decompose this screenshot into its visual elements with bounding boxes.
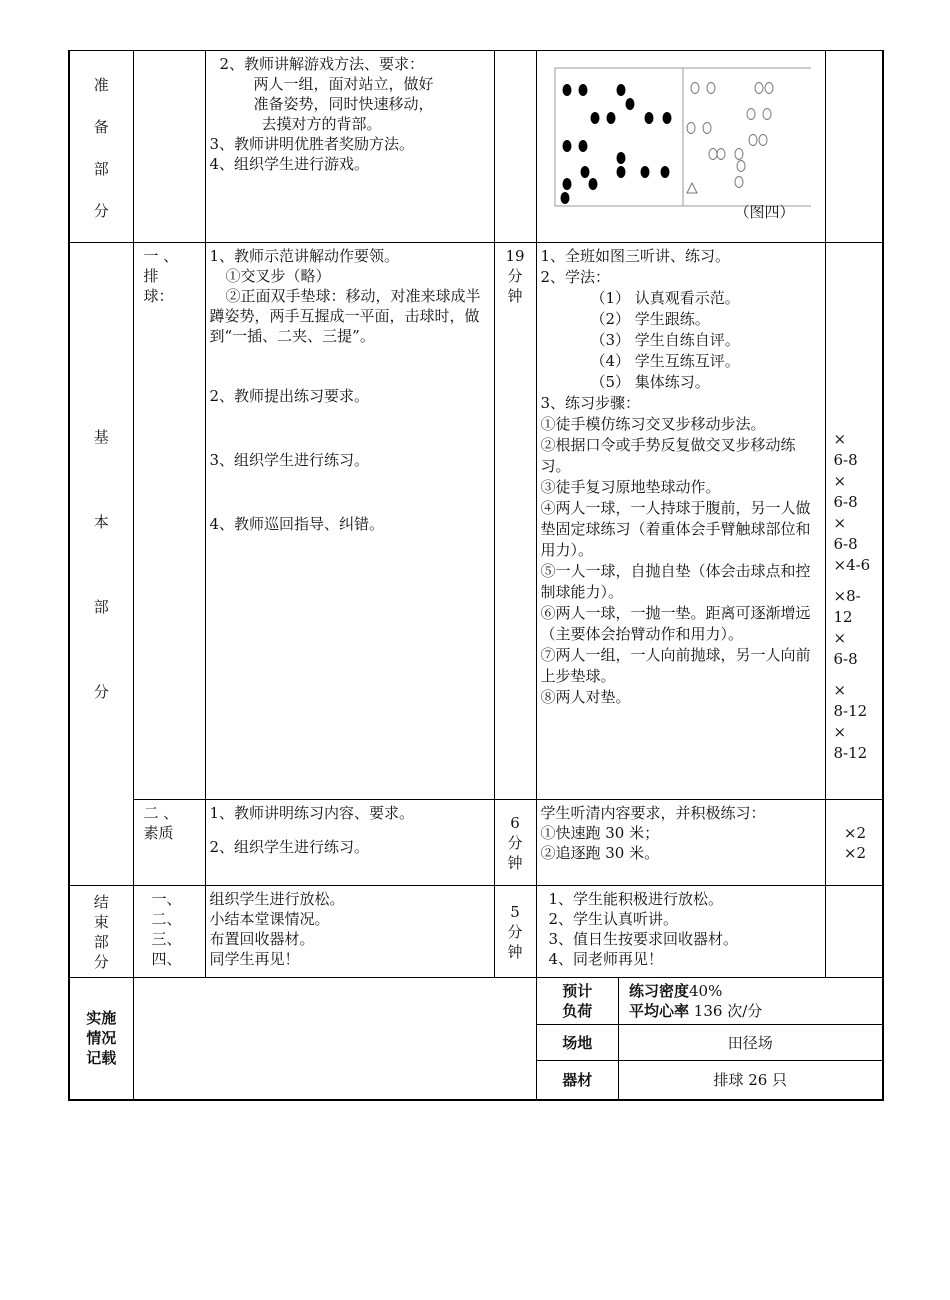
load-values bbox=[619, 978, 882, 1025]
prep-row bbox=[69, 51, 883, 243]
player-filled-icon bbox=[562, 84, 571, 96]
heart-rate-value: 136 次/分 bbox=[693, 1002, 763, 1020]
player-hollow-icon bbox=[747, 109, 755, 120]
end-sublabels: 一、 二、 三、 四、 bbox=[133, 886, 205, 978]
volleyball-time: 19 分 钟 bbox=[494, 243, 536, 800]
end-time: 5 分 钟 bbox=[494, 886, 536, 978]
player-filled-icon bbox=[625, 98, 634, 110]
heart-rate-label: 平均心率 bbox=[629, 1002, 690, 1020]
record-summary-table bbox=[537, 978, 882, 1099]
equipment-label: 器材 bbox=[537, 1061, 619, 1099]
volleyball-label: 一 、 排 球： bbox=[133, 243, 205, 800]
player-hollow-icon bbox=[765, 83, 773, 94]
prep-reps bbox=[825, 51, 883, 243]
record-title: 实施 情况 记载 bbox=[69, 978, 133, 1100]
player-filled-icon bbox=[580, 166, 589, 178]
basic-volleyball-row bbox=[69, 243, 883, 800]
density-value: 40% bbox=[689, 982, 723, 1000]
fitness-time: 6 分 钟 bbox=[494, 800, 536, 886]
player-filled-icon bbox=[578, 140, 587, 152]
player-hollow-icon bbox=[749, 135, 757, 146]
fitness-label: 二 、 素质 bbox=[133, 800, 205, 886]
density-label: 练习密度 bbox=[629, 982, 690, 1000]
basic-section-label: 基 本 部 分 bbox=[69, 243, 133, 886]
prep-time bbox=[494, 51, 536, 243]
player-hollow-icon bbox=[735, 149, 743, 160]
player-filled-icon bbox=[644, 112, 653, 124]
equipment-value: 排球 26 只 bbox=[713, 1070, 788, 1089]
player-filled-icon bbox=[560, 192, 569, 204]
player-filled-icon bbox=[616, 166, 625, 178]
player-filled-icon bbox=[578, 84, 587, 96]
end-student-activity: 1、学生能积极进行放松。 2、学生认真听讲。 3、值日生按要求回收器材。 4、同老师再见！ bbox=[536, 886, 825, 978]
player-hollow-icon bbox=[717, 149, 725, 160]
end-row bbox=[69, 886, 883, 978]
fitness-reps: ×2 ×2 bbox=[825, 800, 883, 886]
record-notes-area bbox=[133, 978, 536, 1100]
fitness-student-activity: 学生听清内容要求，并积极练习： ①快速跑 30 米； ②追逐跑 30 米。 bbox=[536, 800, 825, 886]
record-row bbox=[69, 978, 883, 1100]
player-hollow-icon bbox=[707, 83, 715, 94]
basic-fitness-row bbox=[69, 800, 883, 886]
player-filled-icon bbox=[662, 112, 671, 124]
team-b-players bbox=[687, 83, 773, 188]
prep-sublabel bbox=[133, 51, 205, 243]
venue-label: 场地 bbox=[537, 1025, 619, 1061]
lesson-plan-table bbox=[68, 50, 884, 1101]
player-hollow-icon bbox=[735, 177, 743, 188]
player-hollow-icon bbox=[709, 149, 717, 160]
end-teacher-activity: 组织学生进行放松。 小结本堂课情况。 布置回收器材。 同学生再见！ bbox=[205, 886, 494, 978]
player-hollow-icon bbox=[755, 83, 763, 94]
player-filled-icon bbox=[640, 166, 649, 178]
prep-teacher-activity: 2、教师讲解游戏方法、要求： 两人一组，面对站立，做好 准备姿势，同时快速移动， 去摸对方的背部。 3、教师讲明优胜者奖励方法。 4、组织学生进行游戏。 bbox=[205, 51, 494, 243]
end-section-label: 结 束 部 分 bbox=[69, 886, 133, 978]
load-label: 预计 负荷 bbox=[537, 978, 619, 1025]
lesson-plan-sheet bbox=[68, 50, 882, 1101]
player-filled-icon bbox=[616, 152, 625, 164]
team-a-players bbox=[560, 84, 671, 204]
player-hollow-icon bbox=[703, 123, 711, 134]
end-reps bbox=[825, 886, 883, 978]
formation-diagram bbox=[541, 54, 811, 224]
figure-caption: （图四） bbox=[734, 203, 795, 221]
player-hollow-icon bbox=[759, 135, 767, 146]
prep-section-label: 准 备 部 分 bbox=[69, 51, 133, 243]
teacher-triangle-icon bbox=[687, 183, 697, 193]
player-hollow-icon bbox=[691, 83, 699, 94]
prep-student-activity bbox=[536, 51, 825, 243]
player-filled-icon bbox=[562, 178, 571, 190]
player-hollow-icon bbox=[687, 123, 695, 134]
player-filled-icon bbox=[660, 166, 669, 178]
record-summary bbox=[536, 978, 883, 1100]
player-filled-icon bbox=[590, 112, 599, 124]
player-filled-icon bbox=[588, 178, 597, 190]
player-hollow-icon bbox=[763, 109, 771, 120]
volleyball-reps: × 6-8 × 6-8 × 6-8 ×4-6 ×8- 12 × 6-8 × 8-12 × 8-12 bbox=[825, 243, 883, 800]
player-filled-icon bbox=[562, 140, 571, 152]
fitness-teacher-activity: 1、教师讲明练习内容、要求。 2、组织学生进行练习。 bbox=[205, 800, 494, 886]
player-filled-icon bbox=[616, 84, 625, 96]
venue-value: 田径场 bbox=[619, 1025, 882, 1061]
volleyball-teacher-activity: 1、教师示范讲解动作要领。 ①交叉步（略） ②正面双手垫球：移动，对准来球成半蹲姿势，两手互握成一平面，击球时，做到“一插、二夹、三提”。 2、教师提出练习要求。 3、组织学生进行练习。 4、教师巡回指导、纠错。 bbox=[205, 243, 494, 800]
volleyball-student-activity: 1、全班如图三听讲、练习。 2、学法： （1） 认真观看示范。 （2） 学生跟练。 （3） 学生自练自评。 （4） 学生互练互评。 （5） 集体练习。 3、练习步骤： ①徒手模仿练习交叉步移动步法。 ②根据口令或手势反复做交叉步移动练习。 ③徒手复习原地垫球动作。 ④两人一球，一人持球于腹前，另一人做垫固定球练习（着重体会手臂触球部位和用力）。 ⑤一人一球，自抛自垫（体会击球点和控制球能力）。 ⑥两人一球，一抛一垫。距离可逐渐增远（主要体会抬臂动作和用力）。 ⑦两人一组，一人向前抛球，另一人向前上步垫球。 ⑧两人对垫。 bbox=[536, 243, 825, 800]
player-hollow-icon bbox=[737, 161, 745, 172]
player-filled-icon bbox=[606, 112, 615, 124]
